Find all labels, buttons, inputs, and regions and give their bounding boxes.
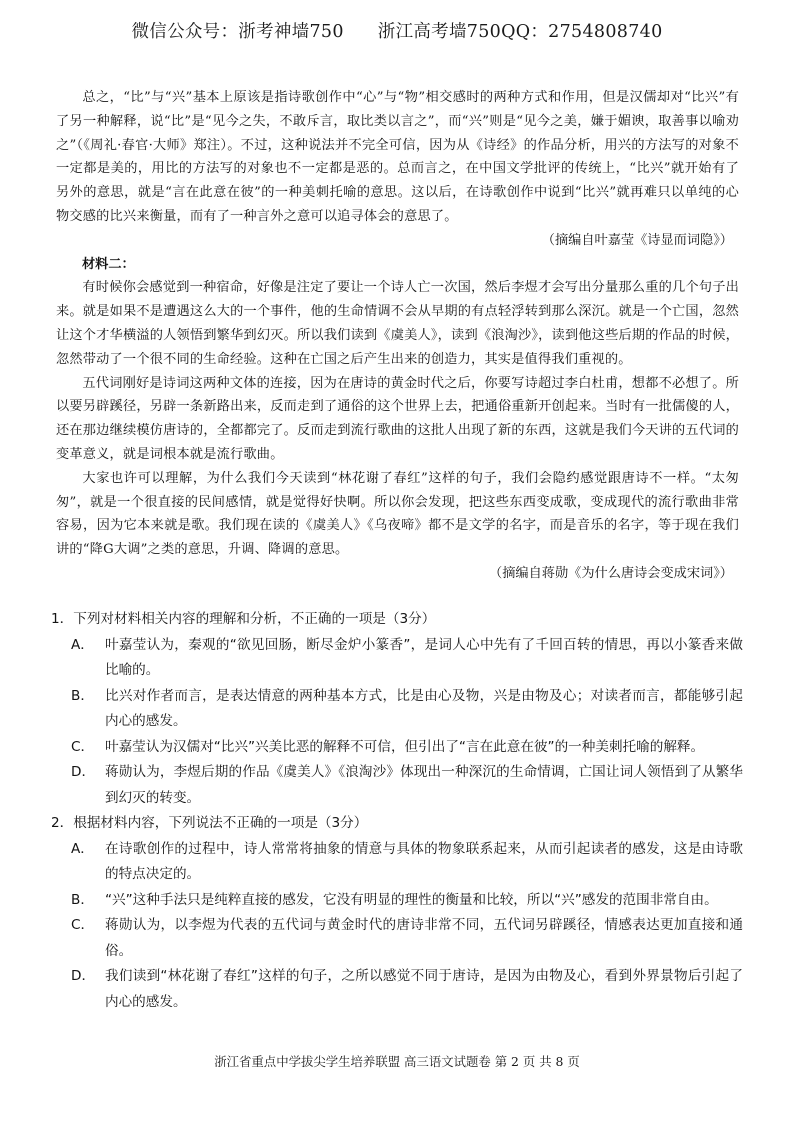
option-letter: A． [71,636,94,653]
page-header [0,18,794,43]
option-text: 蒋勋认为，李煜后期的作品《虞美人》《浪淘沙》体现出一种深沉的生命情调，亡国让词人领悟到了从繁华到幻灭的转变。 [105,764,743,806]
header-wechat: 微信公众号：浙考神墙750 [131,22,344,42]
option-text: 比兴对作者而言，是表达情意的两种基本方式，比是由心及物，兴是由物及心；对读者而言，都能够引起内心的感发。 [105,687,743,729]
reading-material [56,86,739,586]
material1-paragraph: 总之，“比”与“兴”基本上原该是指诗歌创作中“心”与“物”相交感时的两种方式和作用，但是汉儒却对“比兴”有了另一种解释，说“比”是“见今之失，不敢斥言，取比类以言之”，而“兴”则是“见今之美，嫌于媚谀，取善事以喻劝之”（《周礼·春官·大师》郑注）。不过，这种说法并不完全可信，因为从《诗经》的作品分析，用兴的方法写的对象不一定都是美的，用比的方法写的对象也不一定都是恶的。总而言之，在中国文学批评的传统上，“比兴”就开始有了另外的意思，就是“言在此意在彼”的一种美刺托喻的意思。这以后，在诗歌创作中说到“比兴”就再难只以单纯的心物交感的比兴来衡量，而有了一种言外之意可以追寻体会的意思了。 [56,90,739,224]
question-1-stem: 1．下列对材料相关内容的理解和分析，不正确的一项是（3分） [51,611,436,627]
material1-citation: （摘编自叶嘉莹《诗显而词隐》） [541,232,733,248]
option-text: 叶嘉莹认为汉儒对“比兴”兴美比恶的解释不可信，但引出了“言在此意在彼”的一种美刺托喻的解释。 [105,738,705,755]
material2-citation: （摘编自蒋勋《为什么唐诗会变成宋词》） [489,565,733,581]
question-1-option-b [51,684,743,735]
material2-paragraph: 大家也许可以理解，为什么我们今天读到“林花谢了春红”这样的句子，我们会隐约感觉跟唐诗不一样。“太匆匆”，就是一个很直接的民间感情，就是觉得好快啊。所以你会发现，把这些东西变成歌，变成现代的流行歌曲非常容易，因为它本来就是歌。我们现在读的《虞美人》《乌夜啼》都不是文学的名字，而是音乐的名字，等于现在我们讲的“降G大调”之类的意思，升调、降调的意思。 [56,470,739,558]
header-qq: 浙江高考墙750QQ：2754808740 [377,22,663,42]
question-1-option-c [51,735,743,761]
page-footer: 浙江省重点中学拔尖学生培养联盟 高三语文试题卷 第 2 页 共 8 页 [214,1054,580,1069]
question-2-option-a [51,837,743,888]
question-1-option-d [51,760,743,811]
option-text: 蒋勋认为，以李煜为代表的五代词与黄金时代的唐诗非常不同，五代词另辟蹊径，情感表达更加直接和通俗。 [105,917,743,959]
option-text: 叶嘉莹认为，秦观的“欲见回肠，断尽金炉小篆香”，是词人心中先有了千回百转的情思，再以小篆香来做比喻的。 [105,636,743,678]
material2-paragraph: 有时候你会感觉到一种宿命，好像是注定了要让一个诗人亡一次国，然后李煜才会写出分量那么重的几个句子出来。就是如果不是遭遇这么大的一个事件，他的生命情调不会从早期的有点轻浮转到那么深沉。就是一个亡国，忽然让这个才华横溢的人领悟到繁华到幻灭。所以我们读到《虞美人》，读到《浪淘沙》，读到他这些后期的作品的时候，忽然带动了一个很不同的生命经验。这种在亡国之后产生出来的创造力，其实是值得我们重视的。 [56,280,739,367]
question-2-option-c [51,913,743,964]
option-letter: D． [71,968,96,984]
question-2-stem: 2．根据材料内容，下列说法不正确的一项是（3分） [51,815,368,831]
option-text: 在诗歌创作的过程中，诗人常常将抽象的情意与具体的物象联系起来，从而引起读者的感发，这是由诗歌的特点决定的。 [105,840,743,882]
question-1-option-a [51,633,743,684]
option-letter: D． [71,764,96,780]
question-2-option-d [51,964,743,1015]
option-text: 我们读到“林花谢了春红”这样的句子，之所以感觉不同于唐诗，是因为由物及心，看到外界景物后引起了内心的感发。 [105,968,743,1010]
question-2-option-b [51,888,743,914]
material2-title: 材料二： [82,256,135,272]
question-list [51,607,743,1015]
option-letter: B． [71,891,94,908]
option-letter: A． [71,840,94,857]
option-letter: C． [71,738,95,755]
option-letter: C． [71,917,95,933]
option-letter: B． [71,687,94,704]
material2-paragraph: 五代词刚好是诗词这两种文体的连接，因为在唐诗的黄金时代之后，你要写诗超过李白杜甫，想都不必想了。所以要另辟蹊径，另辟一条新路出来，反而走到了通俗的这个世界上去，把通俗重新开创起来。当时有一批儒傻的人，还在那边继续模仿唐诗的，全都都完了。反而走到流行歌曲的这批人出现了新的东西，这就是我们今天讲的五代词的变革意义，就是词根本就是流行歌曲。 [56,375,739,462]
option-text: “兴”这种手法只是纯粹直接的感发，它没有明显的理性的衡量和比较，所以“兴”感发的范围非常自由。 [105,891,718,908]
